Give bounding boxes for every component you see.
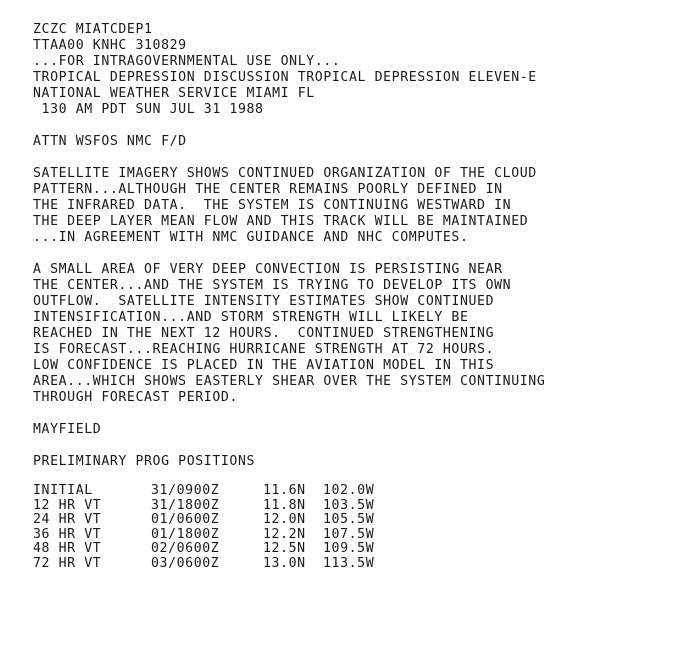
paragraph-line: THE CENTER...AND THE SYSTEM IS TRYING TO DEVELOP ITS OWN: [33, 278, 512, 293]
paragraph-line: A SMALL AREA OF VERY DEEP CONVECTION IS PERSISTING NEAR: [33, 262, 503, 277]
paragraph-line: REACHED IN THE NEXT 12 HOURS. CONTINUED STRENGTHENING: [33, 326, 495, 341]
discussion-paragraph-1: [33, 166, 673, 246]
position-time: 02/0600Z: [151, 541, 220, 556]
paragraph-line: AREA...WHICH SHOWS EASTERLY SHEAR OVER THE SYSTEM CONTINUING: [33, 374, 546, 389]
position-lon: 102.0W: [323, 483, 375, 498]
position-lat: 12.5N: [263, 541, 306, 556]
position-label: 24 HR VT: [33, 512, 102, 527]
position-lat: 12.0N: [263, 512, 306, 527]
paragraph-line: THROUGH FORECAST PERIOD.: [33, 390, 238, 405]
paragraph-line: THE DEEP LAYER MEAN FLOW AND THIS TRACK WILL BE MAINTAINED: [33, 214, 529, 229]
position-lon: 105.5W: [323, 512, 375, 527]
position-lat: 11.6N: [263, 483, 306, 498]
discussion-paragraph-2: [33, 262, 673, 406]
header-line-office: NATIONAL WEATHER SERVICE MIAMI FL: [33, 86, 315, 101]
header-line-issue-time: 130 AM PDT SUN JUL 31 1988: [33, 102, 264, 117]
paragraph-line: INTENSIFICATION...AND STORM STRENGTH WILL LIKELY BE: [33, 310, 469, 325]
position-time: 31/0900Z: [151, 483, 220, 498]
header-line-usage-notice: ...FOR INTRAGOVERNMENTAL USE ONLY...: [33, 54, 341, 69]
attn-line: ATTN WSFOS NMC F/D: [33, 134, 187, 149]
position-lat: 13.0N: [263, 555, 306, 571]
paragraph-line: ...IN AGREEMENT WITH NMC GUIDANCE AND NHC COMPUTES.: [33, 230, 469, 245]
header-line-bulletin-id: ZCZC MIATCDEP1: [33, 22, 153, 37]
position-label: 36 HR VT: [33, 526, 102, 542]
paragraph-line: IS FORECAST...REACHING HURRICANE STRENGTH AT 72 HOURS.: [33, 342, 495, 357]
position-lat: 11.8N: [263, 497, 306, 513]
position-lon: 113.5W: [323, 555, 375, 571]
header-line-title: TROPICAL DEPRESSION DISCUSSION TROPICAL DEPRESSION ELEVEN-E: [33, 70, 537, 85]
position-lon: 107.5W: [323, 526, 375, 542]
position-time: 01/0600Z: [151, 512, 220, 527]
position-lon: 103.5W: [323, 497, 375, 513]
position-time: 31/1800Z: [151, 497, 220, 513]
position-label: 72 HR VT: [33, 555, 102, 571]
header-block: [33, 22, 673, 118]
position-label: INITIAL: [33, 483, 93, 498]
positions-table: [33, 484, 673, 571]
position-lon: 109.5W: [323, 541, 375, 556]
paragraph-line: PATTERN...ALTHOUGH THE CENTER REMAINS POORLY DEFINED IN: [33, 182, 503, 197]
positions-title: PRELIMINARY PROG POSITIONS: [33, 454, 256, 469]
paragraph-line: LOW CONFIDENCE IS PLACED IN THE AVIATION MODEL IN THIS: [33, 358, 495, 373]
position-label: 48 HR VT: [33, 541, 102, 556]
forecaster-signature: MAYFIELD: [33, 422, 102, 437]
header-line-wmo-header: TTAA00 KNHC 310829: [33, 38, 187, 53]
discussion-document: [33, 22, 673, 571]
paragraph-line: SATELLITE IMAGERY SHOWS CONTINUED ORGANIZATION OF THE CLOUD: [33, 166, 537, 181]
position-lat: 12.2N: [263, 526, 306, 542]
position-time: 01/1800Z: [151, 526, 220, 542]
position-time: 03/0600Z: [151, 555, 220, 571]
paragraph-line: OUTFLOW. SATELLITE INTENSITY ESTIMATES SHOW CONTINUED: [33, 294, 495, 309]
paragraph-line: THE INFRARED DATA. THE SYSTEM IS CONTINUING WESTWARD IN: [33, 198, 512, 213]
position-label: 12 HR VT: [33, 497, 102, 513]
